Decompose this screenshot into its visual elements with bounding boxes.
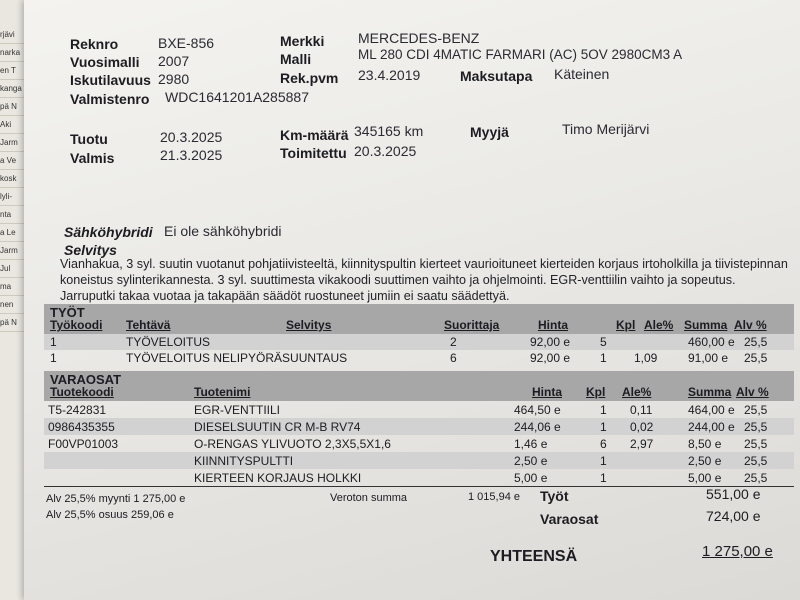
- tyot-title: TYÖT: [50, 305, 85, 320]
- background-sheet-fragment: Aki: [0, 116, 44, 134]
- background-sheet-fragment: Jarm: [0, 242, 44, 260]
- varaosat-kpl: 6: [600, 437, 607, 451]
- reknro-value: BXE-856: [158, 35, 215, 51]
- tyot-kpl: 5: [600, 335, 607, 349]
- rekpvm-label: Rek.pvm: [280, 70, 339, 86]
- tyot-ale: 1,09: [634, 351, 658, 365]
- tyot-suorittaja: 2: [450, 335, 457, 349]
- background-sheet-fragment: a Le: [0, 224, 44, 242]
- km-value: 345165 km: [354, 123, 424, 139]
- tyot-col-header: Ale%: [644, 318, 674, 332]
- tyot-col-header: Hinta: [538, 318, 568, 332]
- varaosat-code: F00VP01003: [48, 437, 119, 451]
- varaosat-hinta: 5,00 e: [514, 471, 548, 485]
- varaosat-kpl: 1: [600, 420, 607, 434]
- background-sheet-fragment: lyli-: [0, 188, 44, 206]
- table-row: [44, 452, 794, 469]
- tyot-col-header: Kpl: [616, 318, 636, 332]
- varaosat-alv: 25,5: [744, 403, 768, 417]
- selvitys-label: Selvitys: [64, 242, 117, 258]
- tyot-alv: 25,5: [744, 335, 768, 349]
- merkki-label: Merkki: [280, 33, 325, 49]
- varaosat-name: KIERTEEN KORJAUS HOLKKI: [194, 471, 362, 485]
- varaosat-col-header: Ale%: [622, 385, 652, 399]
- tyot-col-header: Suorittaja: [444, 318, 500, 332]
- invoice-page: [24, 0, 800, 600]
- tyot-summa: 460,00 e: [688, 335, 735, 349]
- vuosimalli-value: 2007: [158, 53, 190, 69]
- varaosat-kpl: 1: [600, 471, 607, 485]
- varaosat-col-header: Alv %: [736, 385, 769, 399]
- background-sheet-fragment: en T: [0, 62, 44, 80]
- varaosat-hinta: 464,50 e: [514, 403, 561, 417]
- tuotu-label: Tuotu: [70, 131, 108, 147]
- maksutapa-value: Käteinen: [554, 66, 610, 82]
- tyot-summa: 91,00 e: [688, 351, 729, 365]
- myyja-value: Timo Merijärvi: [562, 121, 650, 137]
- background-sheet-fragment: pä N: [0, 98, 44, 116]
- table-row: [44, 469, 794, 486]
- tyot-col-header: Alv %: [734, 318, 767, 332]
- rekpvm-value: 23.4.2019: [358, 67, 421, 83]
- varaosat-summa: 2,50 e: [688, 454, 722, 468]
- varaosat-name: EGR-VENTTIILI: [194, 403, 281, 417]
- varaosat-summa: 464,00 e: [688, 403, 735, 417]
- tyot-hinta: 92,00 e: [530, 351, 571, 365]
- hybrid-label: Sähköhybridi: [64, 224, 153, 240]
- tyot-alv: 25,5: [744, 351, 768, 365]
- alv-myynti: Alv 25,5% myynti 1 275,00 e: [46, 493, 186, 505]
- varaosat-header-band: [44, 371, 794, 401]
- varaosat-hinta: 1,46 e: [514, 437, 548, 451]
- varaosat-code: 0986435355: [48, 420, 115, 434]
- yhteensa-label: YHTEENSÄ: [490, 548, 578, 565]
- varaosat-hinta: 244,06 e: [514, 420, 561, 434]
- valmis-value: 21.3.2025: [160, 147, 223, 163]
- tyot-kpl: 1: [600, 351, 607, 365]
- varaosat-title: VARAOSAT: [50, 372, 122, 387]
- varaosat-summa: 5,00 e: [688, 471, 722, 485]
- tyot-task: TYÖVELOITUS NELIPYÖRÄSUUNTAUS: [126, 351, 348, 365]
- table-row: [44, 418, 794, 435]
- background-sheet-fragment: narka: [0, 44, 44, 62]
- totals-divider: [44, 486, 794, 487]
- varaosat-hinta: 2,50 e: [514, 454, 548, 468]
- background-sheet-fragment: kosk: [0, 170, 44, 188]
- background-sheet-fragment: ma: [0, 278, 44, 296]
- background-sheet-fragment: nen: [0, 296, 44, 314]
- varaosat-col-header: Hinta: [532, 385, 562, 399]
- km-label: Km-määrä: [280, 127, 349, 143]
- tyot-total-label: Työt: [540, 488, 569, 504]
- toimitettu-value: 20.3.2025: [354, 143, 417, 159]
- iskutilavuus-label: Iskutilavuus: [70, 72, 151, 88]
- tyot-suorittaja: 6: [450, 351, 457, 365]
- hybrid-value: Ei ole sähköhybridi: [164, 223, 282, 239]
- vuosimalli-label: Vuosimalli: [70, 54, 140, 70]
- selvitys-text: Vianhakua, 3 syl. suutin vuotanut pohjatiivisteeltä, kiinnityspultin kierteet vaurioituneet kierteiden korjaus irtoholkilla ja tiivistepinnan koneistus sylinterikannesta. 3 syl. suuttimesta vikakoodi suuttimen vaihto ja ohjelmointi. EGR-venttiilin vaihto ja sopeutus. Jarruputki takaa vuotaa ja takapään säädöt ruostuneet jumiin ei saatu säädettyä.: [60, 257, 788, 303]
- varaosat-kpl: 1: [600, 454, 607, 468]
- varaosat-alv: 25,5: [744, 437, 768, 451]
- table-row: [44, 435, 794, 452]
- background-sheet-fragment: rjävi: [0, 26, 44, 44]
- tyot-hinta: 92,00 e: [530, 335, 571, 349]
- valmistenro-label: Valmistenro: [70, 91, 150, 107]
- yhteensa-value: 1 275,00 e: [702, 543, 773, 560]
- valmis-label: Valmis: [70, 150, 115, 166]
- varaosat-code: T5-242831: [48, 403, 107, 417]
- veroton-value: 1 015,94 e: [468, 491, 520, 503]
- tyot-col-header: Selvitys: [286, 318, 332, 332]
- background-sheet-fragment: kanga: [0, 80, 44, 98]
- background-sheet-fragment: nta: [0, 206, 44, 224]
- varaosat-ale: 0,11: [630, 403, 653, 417]
- tyot-total-value: 551,00 e: [706, 486, 761, 502]
- tyot-col-header: Tehtävä: [126, 318, 171, 332]
- malli-value: ML 280 CDI 4MATIC FARMARI (AC) 5OV 2980CM3 A: [358, 47, 683, 62]
- valmistenro-value: WDC1641201A285887: [165, 89, 309, 105]
- varaosat-alv: 25,5: [744, 471, 768, 485]
- myyja-label: Myyjä: [470, 124, 509, 140]
- varaosat-total-value: 724,00 e: [706, 508, 761, 524]
- background-sheet-fragment: Jul: [0, 260, 44, 278]
- tyot-code: 1: [50, 335, 57, 349]
- varaosat-name: O-RENGAS YLIVUOTO 2,3X5,5X1,6: [194, 437, 391, 451]
- varaosat-col-header: Summa: [688, 385, 732, 399]
- table-row: [44, 401, 794, 418]
- varaosat-name: KIINNITYSPULTTI: [194, 454, 294, 468]
- malli-label: Malli: [280, 51, 312, 67]
- varaosat-col-header: Kpl: [586, 385, 606, 399]
- varaosat-name: DIESELSUUTIN CR M-B RV74: [194, 420, 361, 434]
- varaosat-ale: 2,97: [630, 437, 654, 451]
- background-sheet-fragment: pä N: [0, 314, 44, 332]
- veroton-label: Veroton summa: [330, 492, 408, 504]
- varaosat-alv: 25,5: [744, 454, 768, 468]
- toimitettu-label: Toimitettu: [280, 145, 347, 161]
- tyot-col-header: Summa: [684, 318, 728, 332]
- varaosat-ale: 0,02: [630, 420, 654, 434]
- varaosat-alv: 25,5: [744, 420, 768, 434]
- tyot-col-header: Työkoodi: [50, 318, 103, 332]
- varaosat-col-header: Tuotekoodi: [50, 385, 114, 399]
- background-sheet-fragment: a Ve: [0, 152, 44, 170]
- varaosat-total-label: Varaosat: [540, 511, 599, 527]
- alv-osuus: Alv 25,5% osuus 259,06 e: [46, 509, 174, 521]
- tyot-task: TYÖVELOITUS: [126, 335, 211, 349]
- tuotu-value: 20.3.2025: [160, 129, 223, 145]
- reknro-label: Reknro: [70, 36, 119, 52]
- varaosat-kpl: 1: [600, 403, 607, 417]
- iskutilavuus-value: 2980: [158, 71, 190, 87]
- merkki-value: MERCEDES-BENZ: [358, 30, 480, 46]
- background-sheet-fragment: Jarm: [0, 134, 44, 152]
- varaosat-summa: 244,00 e: [688, 420, 735, 434]
- varaosat-summa: 8,50 e: [688, 437, 722, 451]
- maksutapa-label: Maksutapa: [460, 68, 533, 84]
- varaosat-col-header: Tuotenimi: [194, 385, 251, 399]
- tyot-code: 1: [50, 351, 57, 365]
